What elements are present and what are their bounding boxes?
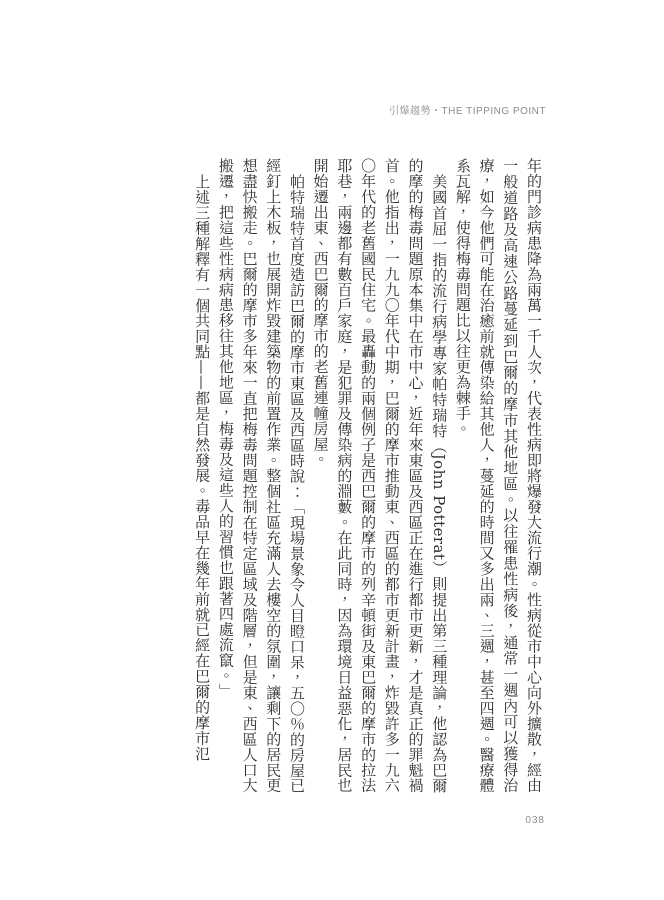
running-header: 引爆趨勢・THE TIPPING POINT bbox=[389, 106, 546, 117]
paragraph: 美國首屈一指的流行病學專家帕特瑞特（John Potterat）則提出第三種理論，他認為巴爾的摩的梅毒問題原本集中在市中心，近年來東區及西區正在進行都市更新，才是真正的罪魁禍首。他指出，一九九〇年代中期，巴爾的摩市推動東、西區的都市更新計畫，炸毀許多一九六〇年代的老舊國民住宅。最轟動的兩個例子是西巴爾的摩市的列辛頓街及東巴爾的摩市的拉法耶巷，兩邊都有數百戶家庭，是犯罪及傳染病的淵藪。在此同時，因為環境日益惡化，居民也開始遷出東、西巴爾的摩市的老舊連幢房屋。 bbox=[311, 158, 449, 793]
page-number: 038 bbox=[525, 815, 545, 826]
paragraph-continuation: 年的門診病患降為兩萬一千人次，代表性病即將爆發大流行潮。性病從市中心向外擴散，經由一般道路及高速公路蔓延到巴爾的摩市其他地區。以往罹患性病後，通常一週內可以獲得治療，如今他們可能在治癒前就傳染給其他人，蔓延的時間又多出兩、三週，甚至四週。醫療體系瓦解，使得梅毒問題比以往更為棘手。 bbox=[453, 158, 543, 793]
paragraph: 上述三種解釋有一個共同點——都是自然發展。毒品早在幾年前就已經在巴爾的摩市氾 bbox=[193, 173, 212, 761]
body-text bbox=[189, 158, 545, 793]
paragraph: 帕特瑞特首度造訪巴爾的摩市東區及西區時說：「現場景象令人目瞪口呆，五〇％的房屋已經釘上木板，也展開炸毀建築物的前置作業。整個社區充滿人去樓空的氛圍，讓剩下的居民更想盡快搬走。巴爾的摩市多年來一直把梅毒問題控制在特定區域及階層，但是東、西區人口大搬遷，把這些性病病患移往其他地區，梅毒及這些人的習慣也跟著四處流竄。」 bbox=[216, 158, 306, 793]
